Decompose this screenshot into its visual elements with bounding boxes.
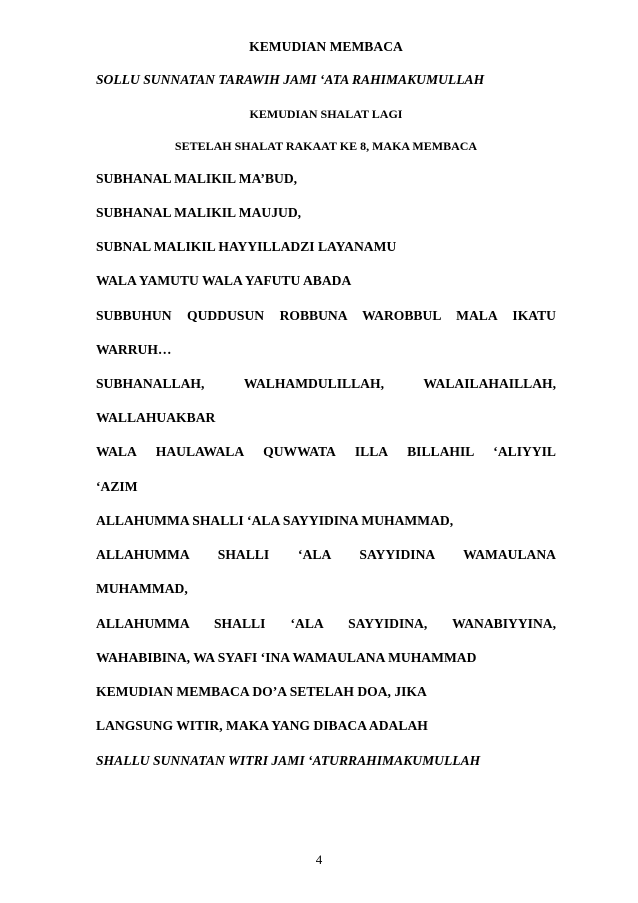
text-line: WALA HAULAWALA QUWWATA ILLA BILLAHIL ‘ALIYYIL [96,444,556,459]
page-number: 4 [315,852,323,867]
text-line: SUBNAL MALIKIL HAYYILLADZI LAYANAMU [96,239,397,254]
text-line: MUHAMMAD, [96,581,188,596]
text-line: SUBHANALLAH, WALHAMDULILLAH, WALAILAHAILLAH, [96,376,556,391]
text-line: WALA YAMUTU WALA YAFUTU ABADA [96,273,352,288]
text-line: WAHABIBINA, WA SYAFI ‘INA WAMAULANA MUHAMMAD [96,650,477,665]
text-line: WARRUH… [96,342,172,357]
text-line: KEMUDIAN MEMBACA DO’A SETELAH DOA, JIKA [96,684,427,699]
text-line: LANGSUNG WITIR, MAKA YANG DIBACA ADALAH [96,718,428,733]
text-line: WALLAHUAKBAR [96,410,216,425]
text-line: ALLAHUMMA SHALLI ‘ALA SAYYIDINA WAMAULANA [96,547,556,562]
text-line: ‘AZIM [96,479,138,494]
text-line: SUBHANAL MALIKIL MAUJUD, [96,205,302,220]
text-line: ALLAHUMMA SHALLI ‘ALA SAYYIDINA MUHAMMAD, [96,513,454,528]
subheading-shalat-lagi: KEMUDIAN SHALAT LAGI [249,107,403,121]
text-line: ALLAHUMMA SHALLI ‘ALA SAYYIDINA, WANABIYYINA, [96,616,556,631]
heading: KEMUDIAN MEMBACA [249,39,403,54]
text-line: SUBBUHUN QUDDUSUN ROBBUNA WAROBBUL MALA IKATU [96,308,556,323]
subheading-rakaat-8: SETELAH SHALAT RAKAAT KE 8, MAKA MEMBACA [174,139,478,153]
tarawih-intention: SOLLU SUNNATAN TARAWIH JAMI ‘ATA RAHIMAKUMULLAH [96,72,485,87]
text-line: SUBHANAL MALIKIL MA’BUD, [96,171,298,186]
witir-intention: SHALLU SUNNATAN WITRI JAMI ‘ATURRAHIMAKUMULLAH [96,753,481,768]
